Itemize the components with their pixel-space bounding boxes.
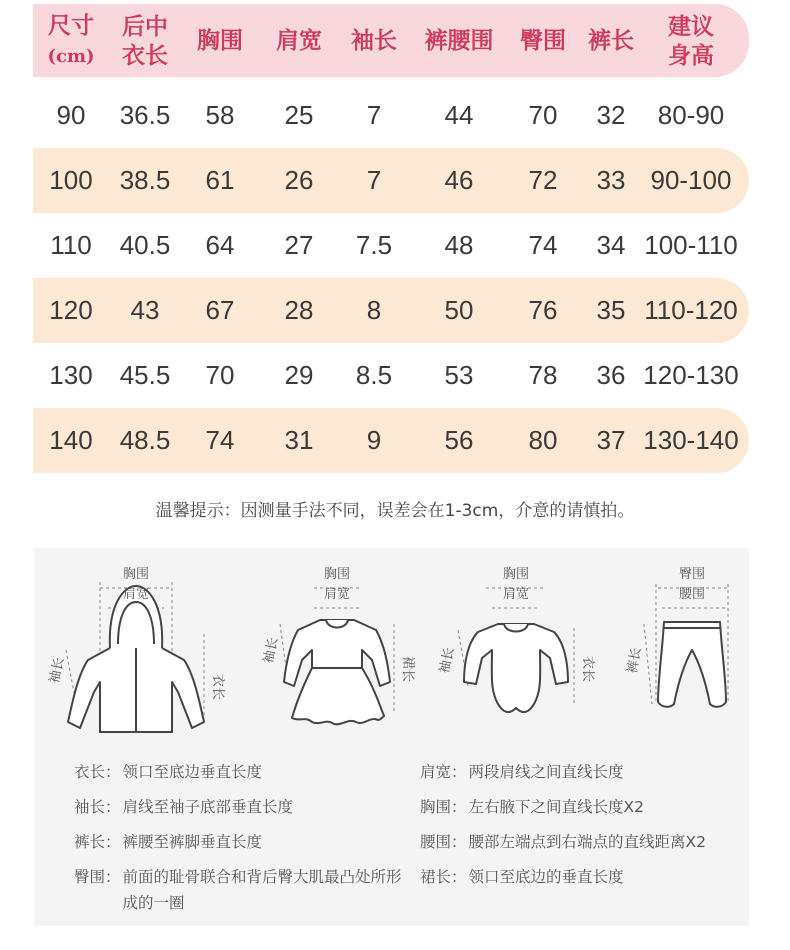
definition-item	[420, 865, 624, 887]
definition-item	[420, 760, 624, 782]
jacket-length-label: 衣长	[210, 674, 225, 701]
table-cell: 130-140	[643, 425, 739, 455]
romper-shoulder-label: 肩宽	[502, 587, 530, 602]
table-cell: 7	[366, 165, 382, 195]
table-cell: 72	[528, 165, 558, 195]
table-cell: 8	[366, 295, 382, 325]
definition-desc: 左右腋下之间直线长度X2	[468, 798, 644, 816]
table-cell: 120	[49, 295, 93, 325]
table-cell: 37	[596, 425, 626, 455]
definition-term: 衣长：	[74, 763, 121, 781]
table-cell: 8.5	[355, 360, 393, 390]
table-cell: 35	[596, 295, 626, 325]
table-cell: 78	[528, 360, 558, 390]
definition-item	[74, 760, 262, 782]
table-cell: 44	[444, 100, 474, 130]
table-cell: 120-130	[643, 360, 739, 390]
header-sleeve: 袖长	[351, 27, 397, 54]
table-header	[33, 4, 749, 77]
pants-length-label: 裤长	[625, 646, 645, 675]
header-pants-length: 裤长	[588, 27, 634, 54]
table-cell: 48.5	[119, 425, 171, 455]
dress-figure	[261, 564, 415, 734]
header-shoulder: 肩宽	[276, 27, 322, 54]
dress-skirt-label: 裙长	[400, 656, 415, 683]
pants-hip-label: 臀围	[678, 567, 706, 582]
measurement-tip: 温馨提示：因测量手法不同，误差会在1-3cm，介意的请慎拍。	[155, 501, 635, 521]
table-cell: 130	[49, 360, 93, 390]
table-cell: 110	[50, 230, 92, 260]
table-cell: 74	[528, 230, 558, 260]
table-cell: 100	[49, 165, 93, 195]
measurement-guide	[34, 548, 749, 926]
definition-term: 裤长：	[74, 833, 121, 851]
table-cell: 28	[284, 295, 314, 325]
header-waist: 裤腰围	[424, 27, 494, 54]
table-cell: 70	[528, 100, 558, 130]
definition-desc: 前面的耻骨联合和背后臀大肌最凸处所形成的一圈	[122, 868, 402, 912]
table-row	[33, 278, 749, 343]
definition-desc: 裤腰至裤脚垂直长度	[122, 833, 263, 851]
table-cell: 100-110	[644, 230, 738, 260]
table-cell: 45.5	[119, 360, 171, 390]
definition-desc: 两段肩线之间直线长度	[468, 763, 624, 781]
jacket-figure	[47, 564, 225, 734]
table-cell: 33	[596, 165, 626, 195]
header-hip: 臀围	[520, 27, 566, 54]
header-back-length: 后中 衣长	[122, 12, 168, 69]
table-cell: 61	[205, 165, 235, 195]
table-row	[33, 148, 749, 213]
table-cell: 40.5	[119, 230, 171, 260]
definition-desc: 肩线至袖子底部垂直长度	[122, 798, 294, 816]
definition-item	[74, 795, 293, 817]
table-cell: 7	[366, 100, 382, 130]
table-cell: 74	[205, 425, 235, 455]
table-cell: 38.5	[119, 165, 171, 195]
table-cell: 67	[205, 295, 235, 325]
table-cell: 34	[596, 230, 626, 260]
dress-shoulder-label: 肩宽	[323, 587, 351, 602]
romper-length-label: 衣长	[580, 656, 595, 683]
table-row	[33, 213, 749, 278]
table-cell: 46	[444, 165, 474, 195]
table-cell: 36.5	[119, 100, 171, 130]
romper-sleeve-label: 袖长	[437, 646, 458, 675]
definition-desc: 腰部左端点到右端点的直线距离X2	[468, 833, 706, 851]
table-row	[33, 408, 749, 473]
table-cell: 90	[56, 100, 86, 130]
table-cell: 140	[49, 425, 93, 455]
jacket-sleeve-label: 袖长	[47, 656, 68, 685]
definition-term: 裙长：	[420, 868, 467, 886]
table-cell: 110-120	[644, 295, 738, 325]
table-row	[33, 83, 749, 148]
definition-term: 肩宽：	[420, 763, 467, 781]
table-cell: 56	[444, 425, 474, 455]
table-cell: 80	[528, 425, 558, 455]
dress-chest-label: 胸围	[323, 567, 351, 582]
table-cell: 50	[444, 295, 474, 325]
definition-term: 胸围：	[420, 798, 467, 816]
definition-term: 腰围：	[420, 833, 467, 851]
table-cell: 53	[444, 360, 474, 390]
definition-desc: 领口至底边垂直长度	[122, 763, 263, 781]
table-cell: 31	[284, 425, 314, 455]
table-cell: 90-100	[650, 165, 732, 195]
table-cell: 76	[528, 295, 558, 325]
table-cell: 7.5	[355, 230, 393, 260]
table-cell: 26	[284, 165, 314, 195]
header-size: 尺寸 (cm)	[47, 11, 95, 67]
pants-waist-label: 腰围	[678, 587, 706, 602]
romper-figure	[437, 564, 595, 734]
jacket-chest-label: 胸围	[122, 567, 150, 582]
romper-chest-label: 胸围	[502, 567, 530, 582]
table-cell: 9	[366, 425, 382, 455]
table-cell: 70	[205, 360, 235, 390]
table-cell: 80-90	[657, 100, 725, 130]
definition-term: 袖长：	[74, 798, 121, 816]
table-cell: 64	[205, 230, 235, 260]
size-table	[33, 4, 749, 473]
definition-item	[420, 830, 706, 852]
header-chest: 胸围	[197, 27, 243, 54]
definition-item	[74, 864, 414, 916]
table-cell: 48	[444, 230, 474, 260]
definition-desc: 领口至底边的垂直长度	[468, 868, 624, 886]
table-cell: 27	[284, 230, 314, 260]
definition-term: 臀围：	[74, 868, 121, 886]
definition-item	[420, 795, 644, 817]
jacket-shoulder-label: 肩宽	[122, 587, 150, 602]
table-cell: 36	[596, 360, 626, 390]
table-cell: 32	[596, 100, 626, 130]
header-height: 建议 身高	[668, 12, 714, 69]
table-cell: 25	[284, 100, 314, 130]
table-cell: 29	[284, 360, 314, 390]
table-row	[33, 343, 749, 408]
definition-item	[74, 830, 262, 852]
table-cell: 43	[130, 295, 160, 325]
pants-figure	[622, 564, 742, 734]
table-cell: 58	[205, 100, 235, 130]
dress-sleeve-label: 袖长	[261, 636, 282, 665]
